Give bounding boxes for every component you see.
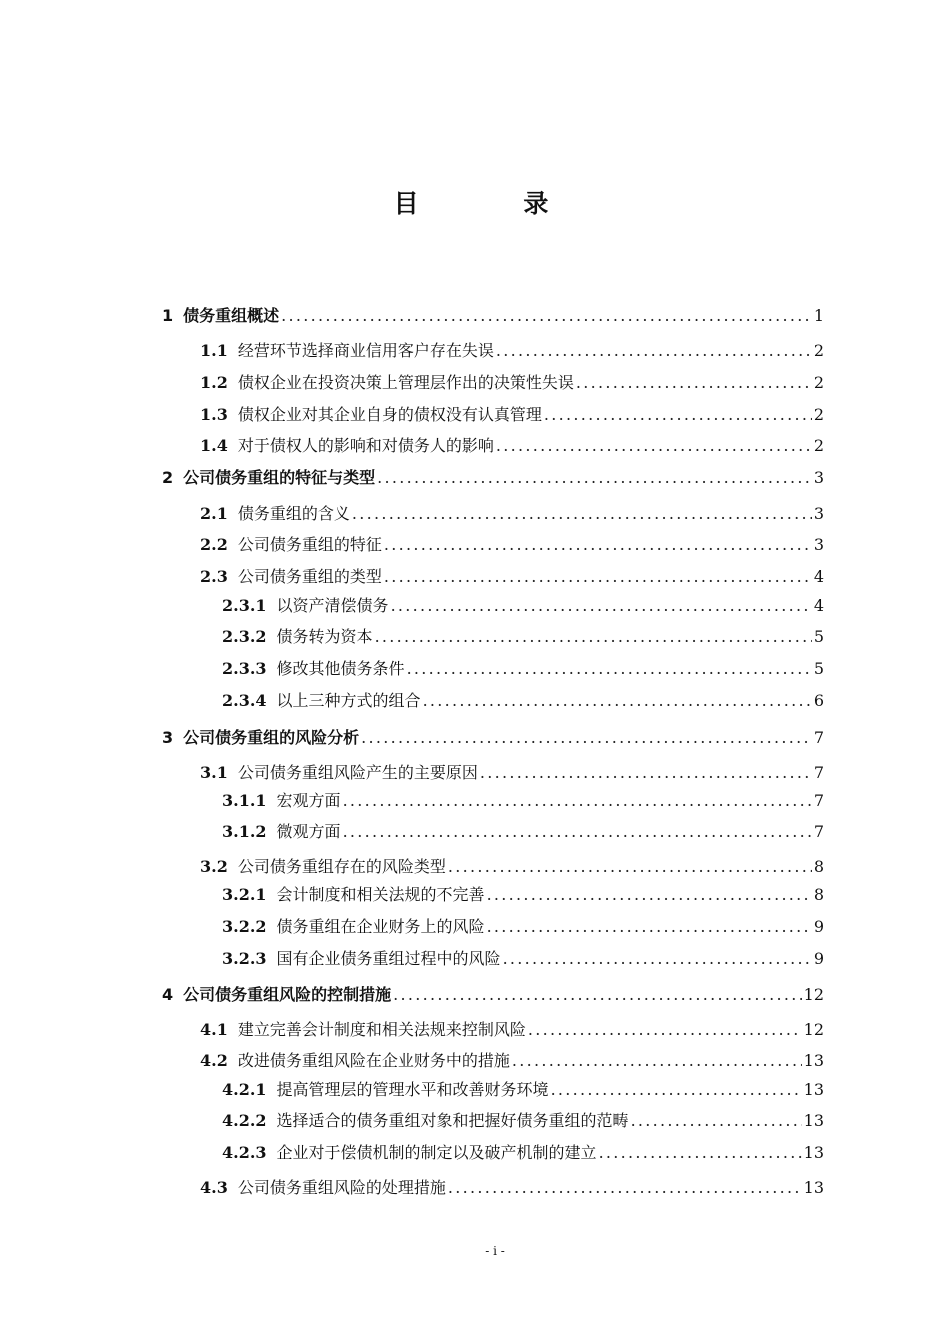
toc-dot-leader <box>576 371 812 395</box>
toc-entry-title: 会计制度和相关法规的不完善 <box>276 885 485 904</box>
toc-entry-number: 3.2.1 <box>222 885 267 904</box>
toc-entry-page: 12 <box>803 985 824 1004</box>
toc-dot-leader <box>599 1141 802 1165</box>
toc-entry-title: 以资产清偿债务 <box>276 596 389 615</box>
toc-entry-number: 2.3.2 <box>222 627 267 646</box>
toc-dot-leader <box>281 304 812 328</box>
toc-entry-4-1[interactable] <box>200 1018 824 1042</box>
toc-entry-page: 13 <box>803 1143 824 1162</box>
toc-entry-page: 7 <box>813 791 824 810</box>
toc-entry-title: 公司债务重组的特征与类型 <box>183 468 376 487</box>
toc-entry-page: 5 <box>813 627 824 646</box>
page-title: 目 录 <box>393 189 597 218</box>
toc-entry-number: 4 <box>162 985 174 1004</box>
toc-entry-page: 7 <box>813 822 824 841</box>
toc-entry-number: 2.3.3 <box>222 659 267 678</box>
toc-entry-title: 经营环节选择商业信用客户存在失误 <box>237 341 494 360</box>
toc-entry-number: 4.1 <box>200 1020 228 1039</box>
toc-entry-4-2[interactable] <box>200 1049 824 1073</box>
toc-entry-number: 3.1 <box>200 763 228 782</box>
toc-entry-title: 债务重组在企业财务上的风险 <box>276 917 485 936</box>
toc-entry-number: 4.2.1 <box>222 1080 267 1099</box>
toc-dot-leader <box>343 789 812 813</box>
toc-dot-leader <box>487 883 812 907</box>
toc-entry-2[interactable] <box>162 466 824 490</box>
toc-entry-title: 债权企业在投资决策上管理层作出的决策性失误 <box>237 373 574 392</box>
toc-entry-page: 5 <box>813 659 824 678</box>
toc-entry-title: 对于债权人的影响和对债务人的影响 <box>237 436 494 455</box>
toc-entry-page: 13 <box>803 1080 824 1099</box>
toc-entry-page: 1 <box>813 306 824 325</box>
toc-entry-number: 2.1 <box>200 504 228 523</box>
toc-entry-page: 4 <box>813 567 824 586</box>
toc-dot-leader <box>512 1049 802 1073</box>
toc-dot-leader <box>423 689 812 713</box>
toc-entry-4-2-2[interactable] <box>222 1109 824 1133</box>
toc-dot-leader <box>487 915 812 939</box>
toc-dot-leader <box>528 1018 802 1042</box>
toc-entry-title: 公司债务重组的类型 <box>237 567 382 586</box>
toc-entry-2-3-1[interactable] <box>222 594 824 618</box>
toc-dot-leader <box>496 434 812 458</box>
toc-entry-page: 3 <box>813 535 824 554</box>
toc-entry-2-3-4[interactable] <box>222 689 824 713</box>
toc-entry-page: 12 <box>803 1020 824 1039</box>
toc-entry-number: 1.2 <box>200 373 228 392</box>
toc-entry-title: 修改其他债务条件 <box>276 659 405 678</box>
toc-entry-page: 6 <box>813 691 824 710</box>
toc-entry-number: 3 <box>162 728 174 747</box>
toc-dot-leader <box>352 502 812 526</box>
toc-dot-leader <box>384 565 812 589</box>
toc-entry-3-2-1[interactable] <box>222 883 824 907</box>
toc-dot-leader <box>448 1176 802 1200</box>
toc-entry-number: 1 <box>162 306 174 325</box>
toc-entry-2-3-2[interactable] <box>222 625 824 649</box>
toc-entry-number: 3.1.2 <box>222 822 267 841</box>
toc-entry-page: 3 <box>813 468 824 487</box>
toc-entry-number: 3.1.1 <box>222 791 267 810</box>
toc-entry-number: 3.2.2 <box>222 917 267 936</box>
toc-entry-page: 13 <box>803 1178 824 1197</box>
toc-entry-number: 2.3.4 <box>222 691 267 710</box>
toc-entry-page: 2 <box>813 405 824 424</box>
toc-entry-title: 选择适合的债务重组对象和把握好债务重组的范畴 <box>276 1111 629 1130</box>
toc-entry-3-2-2[interactable] <box>222 915 824 939</box>
toc-entry-title: 公司债务重组的特征 <box>237 535 382 554</box>
toc-entry-page: 9 <box>813 917 824 936</box>
toc-dot-leader <box>496 339 812 363</box>
toc-entry-2-3[interactable] <box>200 565 824 589</box>
toc-dot-leader <box>480 761 812 785</box>
toc-entry-page: 2 <box>813 373 824 392</box>
toc-dot-leader <box>375 625 812 649</box>
toc-entry-title: 债权企业对其企业自身的债权没有认真管理 <box>237 405 542 424</box>
toc-entry-number: 3.2 <box>200 857 228 876</box>
toc-entry-number: 2.2 <box>200 535 228 554</box>
toc-dot-leader <box>407 657 812 681</box>
toc-entry-1-1[interactable] <box>200 339 824 363</box>
toc-dot-leader <box>503 947 812 971</box>
toc-entry-title: 建立完善会计制度和相关法规来控制风险 <box>237 1020 526 1039</box>
toc-entry-2-3-3[interactable] <box>222 657 824 681</box>
toc-dot-leader <box>393 983 801 1007</box>
toc-entry-title: 债务重组概述 <box>183 306 280 325</box>
toc-entry-number: 1.1 <box>200 341 228 360</box>
toc-entry-title: 公司债务重组存在的风险类型 <box>237 857 446 876</box>
toc-entry-page: 4 <box>813 596 824 615</box>
toc-entry-1-2[interactable] <box>200 371 824 395</box>
toc-entry-1-3[interactable] <box>200 403 824 427</box>
toc-entry-4-2-3[interactable] <box>222 1141 824 1165</box>
toc-entry-title: 企业对于偿债机制的制定以及破产机制的建立 <box>276 1143 597 1162</box>
toc-entry-number: 4.3 <box>200 1178 228 1197</box>
toc-entry-page: 3 <box>813 504 824 523</box>
toc-entry-1-4[interactable] <box>200 434 824 458</box>
toc-entry-3-2-3[interactable] <box>222 947 824 971</box>
toc-entry-3[interactable] <box>162 726 824 750</box>
toc-dot-leader <box>391 594 812 618</box>
toc-dot-leader <box>631 1109 802 1133</box>
toc-entry-title: 公司债务重组风险产生的主要原因 <box>237 763 478 782</box>
toc-entry-page: 8 <box>813 885 824 904</box>
toc-entry-4-3[interactable] <box>200 1176 824 1200</box>
toc-dot-leader <box>544 403 812 427</box>
toc-entry-number: 2.3.1 <box>222 596 267 615</box>
toc-entry-number: 1.4 <box>200 436 228 455</box>
toc-entry-page: 2 <box>813 436 824 455</box>
toc-entry-page: 2 <box>813 341 824 360</box>
toc-entry-number: 2 <box>162 468 174 487</box>
toc-dot-leader <box>384 533 812 557</box>
toc-entry-number: 4.2.3 <box>222 1143 267 1162</box>
toc-entry-title: 公司债务重组的风险分析 <box>183 728 360 747</box>
toc-dot-leader <box>551 1078 802 1102</box>
toc-entry-number: 3.2.3 <box>222 949 267 968</box>
toc-entry-title: 微观方面 <box>276 822 341 841</box>
toc-entry-page: 13 <box>803 1051 824 1070</box>
toc-entry-title: 债务重组的含义 <box>237 504 350 523</box>
toc-dot-leader <box>361 726 812 750</box>
toc-entry-number: 4.2.2 <box>222 1111 267 1130</box>
toc-entry-page: 8 <box>813 857 824 876</box>
toc-entry-3-1[interactable] <box>200 761 824 785</box>
toc-entry-3-1-2[interactable] <box>222 820 824 844</box>
toc-entry-page: 7 <box>813 728 824 747</box>
toc-dot-leader <box>343 820 812 844</box>
toc-entry-title: 提高管理层的管理水平和改善财务环境 <box>276 1080 549 1099</box>
toc-entry-page: 13 <box>803 1111 824 1130</box>
toc-entry-2-1[interactable] <box>200 502 824 526</box>
toc-entry-title: 债务转为资本 <box>276 627 373 646</box>
toc-entry-title: 宏观方面 <box>276 791 341 810</box>
toc-entry-2-2[interactable] <box>200 533 824 557</box>
toc-entry-4-2-1[interactable] <box>222 1078 824 1102</box>
toc-entry-4[interactable] <box>162 983 824 1007</box>
toc-entry-title: 改进债务重组风险在企业财务中的措施 <box>237 1051 510 1070</box>
toc-entry-1[interactable] <box>162 304 824 328</box>
toc-dot-leader <box>448 855 812 879</box>
toc-entry-number: 1.3 <box>200 405 228 424</box>
toc-entry-3-1-1[interactable] <box>222 789 824 813</box>
toc-entry-3-2[interactable] <box>200 855 824 879</box>
toc-entry-number: 4.2 <box>200 1051 228 1070</box>
toc-entry-title: 以上三种方式的组合 <box>276 691 421 710</box>
page-number-footer: - i - <box>485 1244 505 1258</box>
toc-entry-title: 公司债务重组风险的控制措施 <box>183 985 392 1004</box>
toc-entry-title: 国有企业债务重组过程中的风险 <box>276 949 501 968</box>
toc-dot-leader <box>377 466 812 490</box>
toc-entry-page: 7 <box>813 763 824 782</box>
toc-entry-page: 9 <box>813 949 824 968</box>
toc-entry-title: 公司债务重组风险的处理措施 <box>237 1178 446 1197</box>
toc-entry-number: 2.3 <box>200 567 228 586</box>
